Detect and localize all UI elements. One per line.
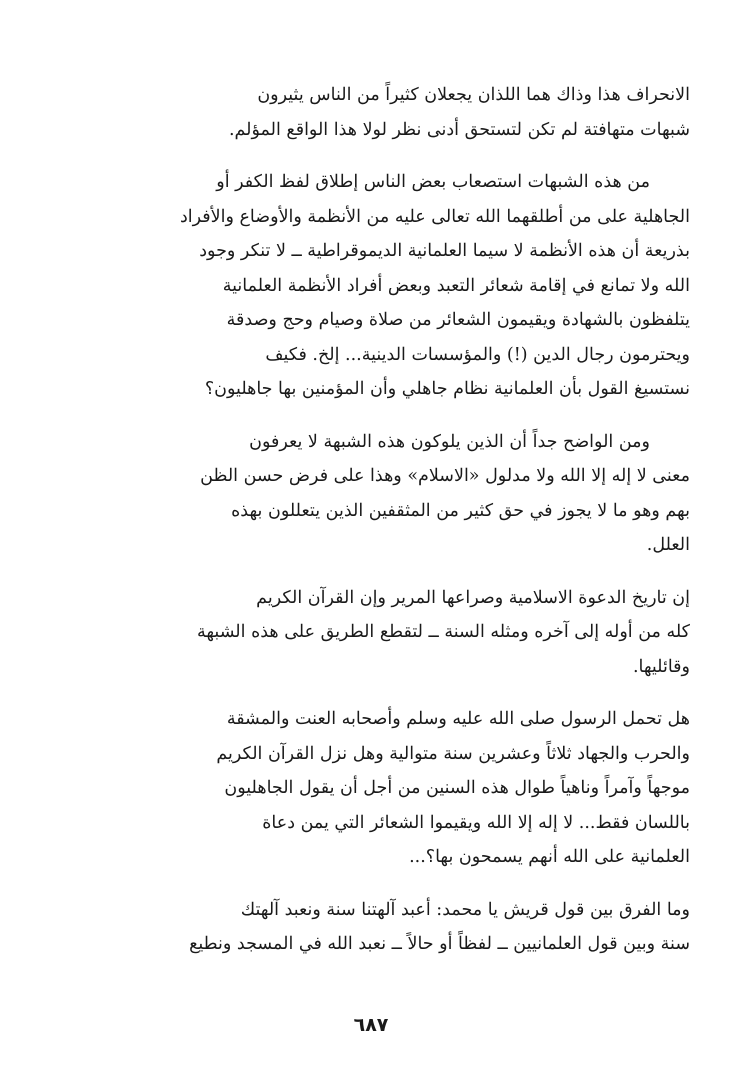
- paragraph: [128, 425, 690, 563]
- text-line: يتلفظون بالشهادة ويقيمون الشعائر من صلاة وصيام وحج وصدقة: [226, 310, 690, 330]
- text-line: هل تحمل الرسول صلى الله عليه وسلم وأصحابه العنت والمشقة: [226, 709, 690, 729]
- text-line: معنى لا إله إلا الله ولا مدلول «الاسلام» وهذا على فرض حسن الظن: [200, 466, 690, 486]
- text-line: والحرب والجهاد ثلاثاً وعشرين سنة متوالية وهل نزل القرآن الكريم: [216, 743, 690, 764]
- paragraph-gap: [128, 563, 690, 581]
- paragraph: [128, 165, 690, 407]
- text-line: بهم وهو ما لا يجوز في حق كثير من المثقفين الذين يتعللون بهذه: [231, 500, 690, 521]
- page-body: [128, 78, 690, 962]
- text-line: العلل.: [646, 535, 690, 555]
- text-line: وما الفرق بين قول قريش يا محمد: أعبد آلهتنا سنة ونعبد آلهتك: [240, 899, 690, 920]
- paragraph: [128, 78, 690, 147]
- text-line: ويحترمون رجال الدين (!) والمؤسسات الدينية... إلخ. فكيف: [265, 344, 690, 365]
- text-line: العلمانية على الله أنهم يسمحون بها؟...: [409, 847, 690, 867]
- text-line: ومن الواضح جداً أن الذين يلوكون هذه الشبهة لا يعرفون: [249, 431, 650, 452]
- text-line: من هذه الشبهات استصعاب بعض الناس إطلاق لفظ الكفر أو: [216, 172, 650, 192]
- text-line: الانحراف هذا وذاك هما اللذان يجعلان كثيراً من الناس يثيرون: [257, 85, 690, 105]
- paragraph: [128, 581, 690, 685]
- text-line: بذريعة أن هذه الأنظمة لا سيما العلمانية الديموقراطية ــ لا تنكر وجود: [199, 241, 690, 261]
- paragraph-gap: [128, 407, 690, 425]
- paragraph: [128, 893, 690, 962]
- text-line: نستسيغ القول بأن العلمانية نظام جاهلي وأن المؤمنين بها جاهليون؟: [204, 379, 690, 399]
- text-line: باللسان فقط... لا إله إلا الله ويقيموا الشعائر التي يمن دعاة: [262, 812, 690, 833]
- paragraph: [128, 702, 690, 875]
- text-line: وقائليها.: [632, 656, 690, 677]
- text-line: إن تاريخ الدعوة الاسلامية وصراعها المرير وإن القرآن الكريم: [256, 587, 690, 608]
- page-number: ٦٨٧: [353, 1014, 389, 1036]
- paragraph-gap: [128, 684, 690, 702]
- text-line: الله ولا تمانع في إقامة شعائر التعبد وبعض أفراد الأنظمة العلمانية: [222, 275, 690, 296]
- text-line: شبهات متهافتة لم تكن لتستحق أدنى نظر لولا هذا الواقع المؤلم.: [228, 119, 690, 140]
- text-line: سنة وبين قول العلمانيين ــ لفظاً أو حالاً ــ نعبد الله في المسجد ونطيع: [189, 934, 690, 954]
- text-line: موجهاً وآمراً وناهياً طوال هذه السنين من أجل أن يقول الجاهليون: [224, 778, 690, 798]
- paragraph-gap: [128, 875, 690, 893]
- text-line: كله من أوله إلى آخره ومثله السنة ــ لتقطع الطريق على هذه الشبهة: [196, 622, 690, 642]
- text-line: الجاهلية على من أطلقهما الله تعالى عليه من الأنظمة والأوضاع والأفراد: [179, 206, 690, 227]
- paragraph-gap: [128, 147, 690, 165]
